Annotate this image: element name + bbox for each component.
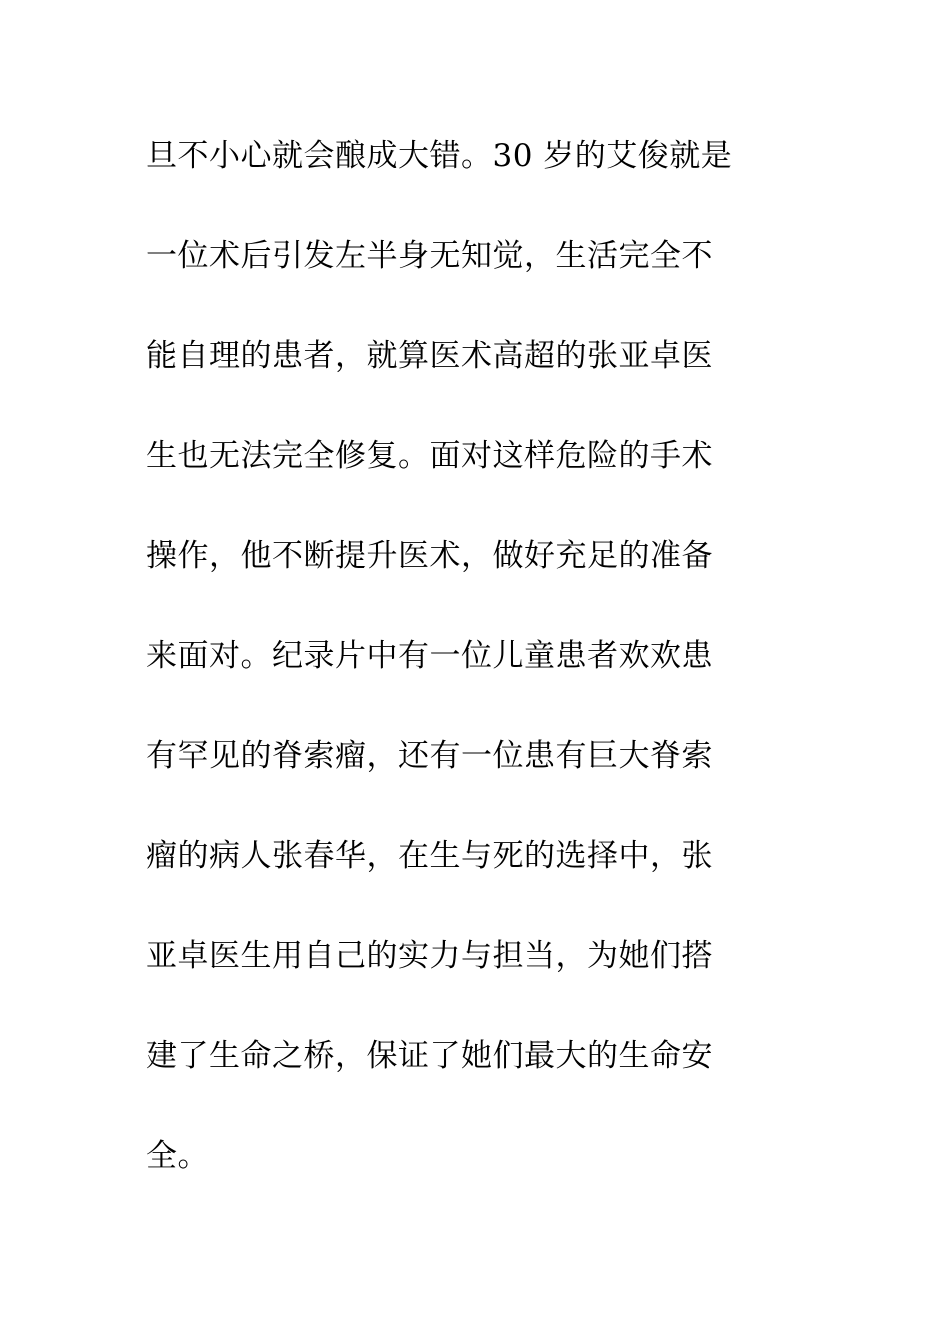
paragraph-line: 旦不小心就会酿成大错。30 岁的艾俊就是 (146, 138, 733, 174)
paragraph-line: 能自理的患者，就算医术高超的张亚卓医 (146, 338, 713, 374)
paragraph-line: 全。 (146, 1138, 209, 1174)
paragraph-line: 亚卓医生用自己的实力与担当，为她们搭 (146, 938, 713, 974)
paragraph-line: 一位术后引发左半身无知觉，生活完全不 (146, 238, 713, 274)
paragraph-line: 来面对。纪录片中有一位儿童患者欢欢患 (146, 638, 713, 674)
paragraph-line: 有罕见的脊索瘤，还有一位患有巨大脊索 (146, 738, 713, 774)
body-paragraph (146, 126, 806, 1226)
paragraph-line: 建了生命之桥，保证了她们最大的生命安 (146, 1038, 713, 1074)
paragraph-line: 操作，他不断提升医术，做好充足的准备 (146, 538, 713, 574)
paragraph-line: 瘤的病人张春华，在生与死的选择中，张 (146, 838, 713, 874)
paragraph-line: 生也无法完全修复。面对这样危险的手术 (146, 438, 713, 474)
